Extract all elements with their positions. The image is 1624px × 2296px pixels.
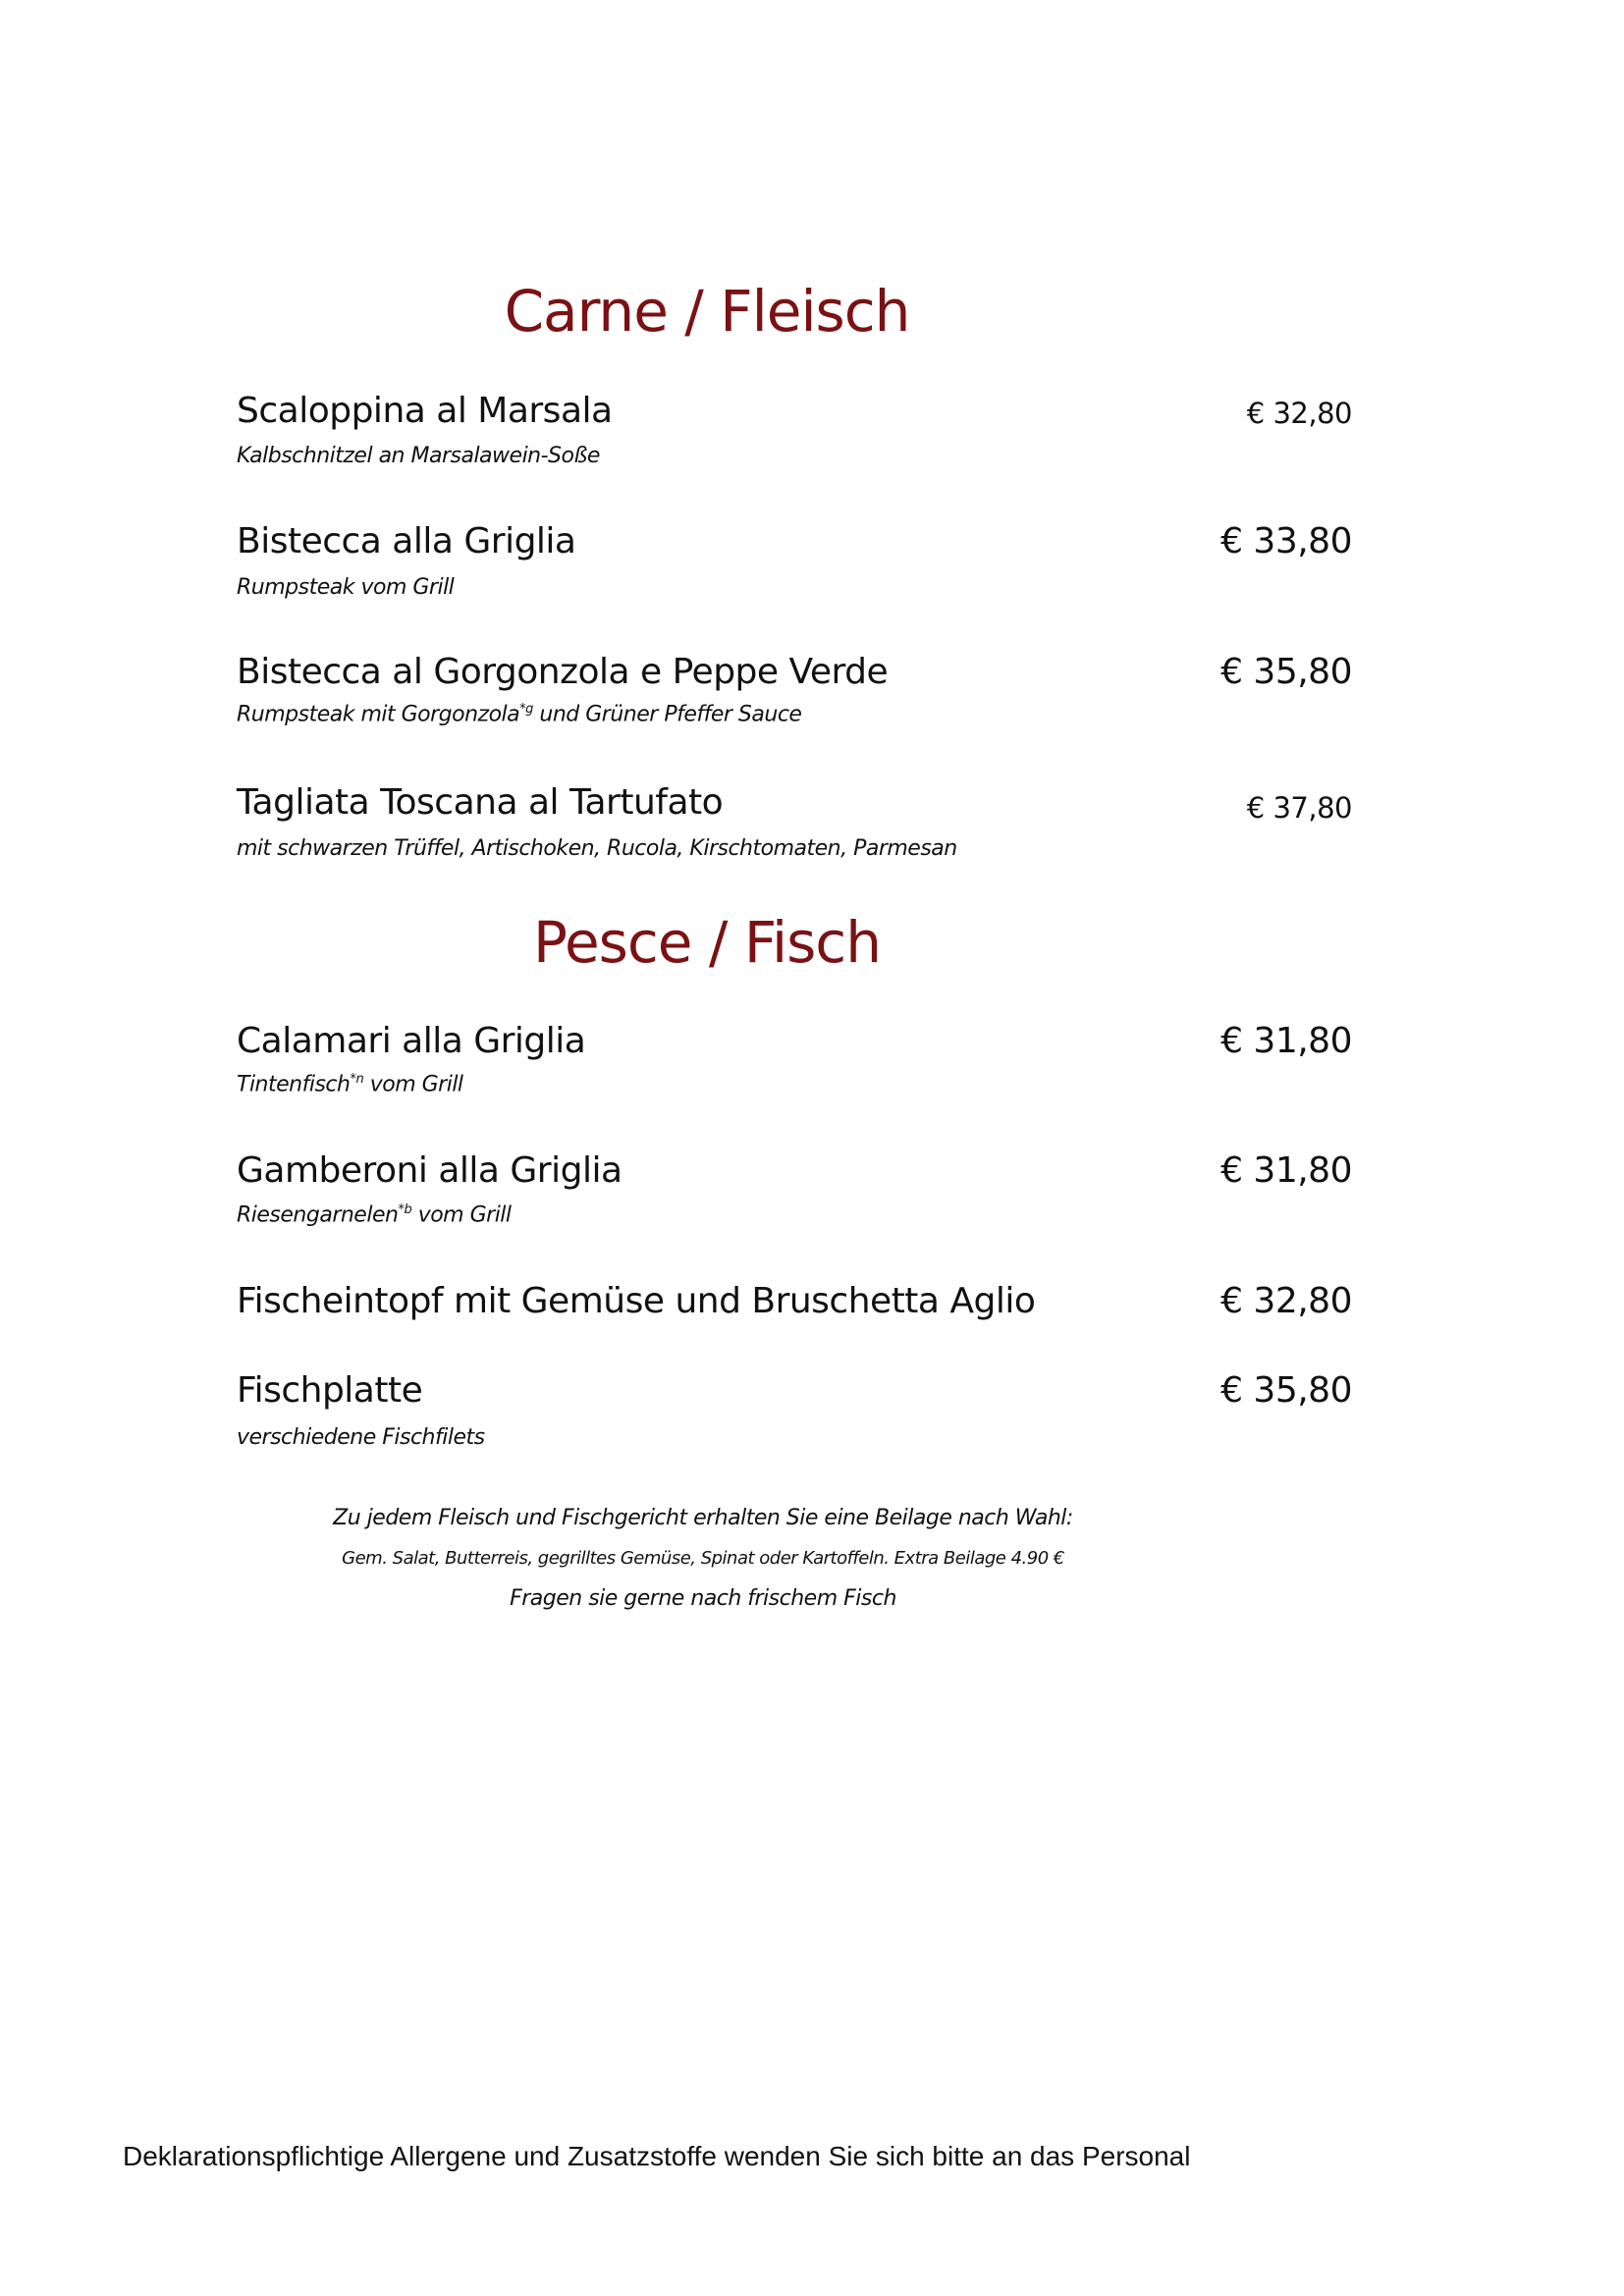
menu-item-name: Tagliata Toscana al Tartufato <box>237 782 724 823</box>
description-text: Rumpsteak mit Gorgonzola <box>237 702 520 727</box>
side-dish-note: Zu jedem Fleisch und Fischgericht erhalten Sie eine Beilage nach Wahl: <box>333 1506 1073 1530</box>
menu-item-name: Fischeintopf mit Gemüse und Bruschetta Aglio <box>237 1281 1036 1321</box>
allergen-marker: *n <box>350 1072 364 1087</box>
menu-item-name: Scaloppina al Marsala <box>237 391 613 431</box>
menu-item-name: Bistecca al Gorgonzola e Peppe Verde <box>237 652 889 692</box>
menu-item-price: € 32,80 <box>1220 1281 1352 1321</box>
side-dish-options: Gem. Salat, Butterreis, gegrilltes Gemüse, Spinat oder Kartoffeln. Extra Beilage 4.90 € <box>342 1548 1064 1569</box>
menu-item-description: verschiedene Fischfilets <box>237 1425 485 1450</box>
description-text: Tintenfisch <box>237 1072 351 1097</box>
menu-item-name: Gamberoni alla Griglia <box>237 1150 623 1191</box>
menu-item-price: € 35,80 <box>1220 652 1352 692</box>
menu-item-price: € 32,80 <box>1246 397 1352 430</box>
allergen-footer: Deklarationspflichtige Allergene und Zusatzstoffe wenden Sie sich bitte an das Personal <box>123 2141 1191 2171</box>
section-title-fish: Pesce / Fisch <box>533 909 881 976</box>
description-text: vom Grill <box>411 1202 512 1228</box>
description-text: Riesengarnelen <box>237 1202 399 1228</box>
menu-item-description: Kalbschnitzel an Marsalawein-Soße <box>237 444 600 468</box>
menu-item-name: Bistecca alla Griglia <box>237 521 576 561</box>
menu-item-name: Calamari alla Griglia <box>237 1021 586 1061</box>
description-text: vom Grill <box>363 1072 463 1097</box>
menu-item-description: Rumpsteak vom Grill <box>237 575 455 600</box>
allergen-marker: *g <box>519 702 533 717</box>
fresh-fish-note: Fragen sie gerne nach frischem Fisch <box>510 1586 896 1611</box>
menu-item-description <box>237 1072 463 1096</box>
menu-item-price: € 31,80 <box>1220 1150 1352 1191</box>
menu-item-description <box>237 1202 512 1227</box>
menu-item-price: € 33,80 <box>1220 521 1352 561</box>
description-text: und Grüner Pfeffer Sauce <box>532 702 802 727</box>
menu-item-price: € 31,80 <box>1220 1021 1352 1061</box>
section-title-meat: Carne / Fleisch <box>504 278 910 345</box>
menu-item-price: € 35,80 <box>1220 1370 1352 1411</box>
menu-item-description <box>237 702 801 726</box>
menu-item-name: Fischplatte <box>237 1370 423 1411</box>
menu-item-description: mit schwarzen Trüffel, Artischoken, Rucola, Kirschtomaten, Parmesan <box>237 836 957 861</box>
allergen-marker: *b <box>398 1202 412 1217</box>
menu-item-price: € 37,80 <box>1246 791 1352 825</box>
